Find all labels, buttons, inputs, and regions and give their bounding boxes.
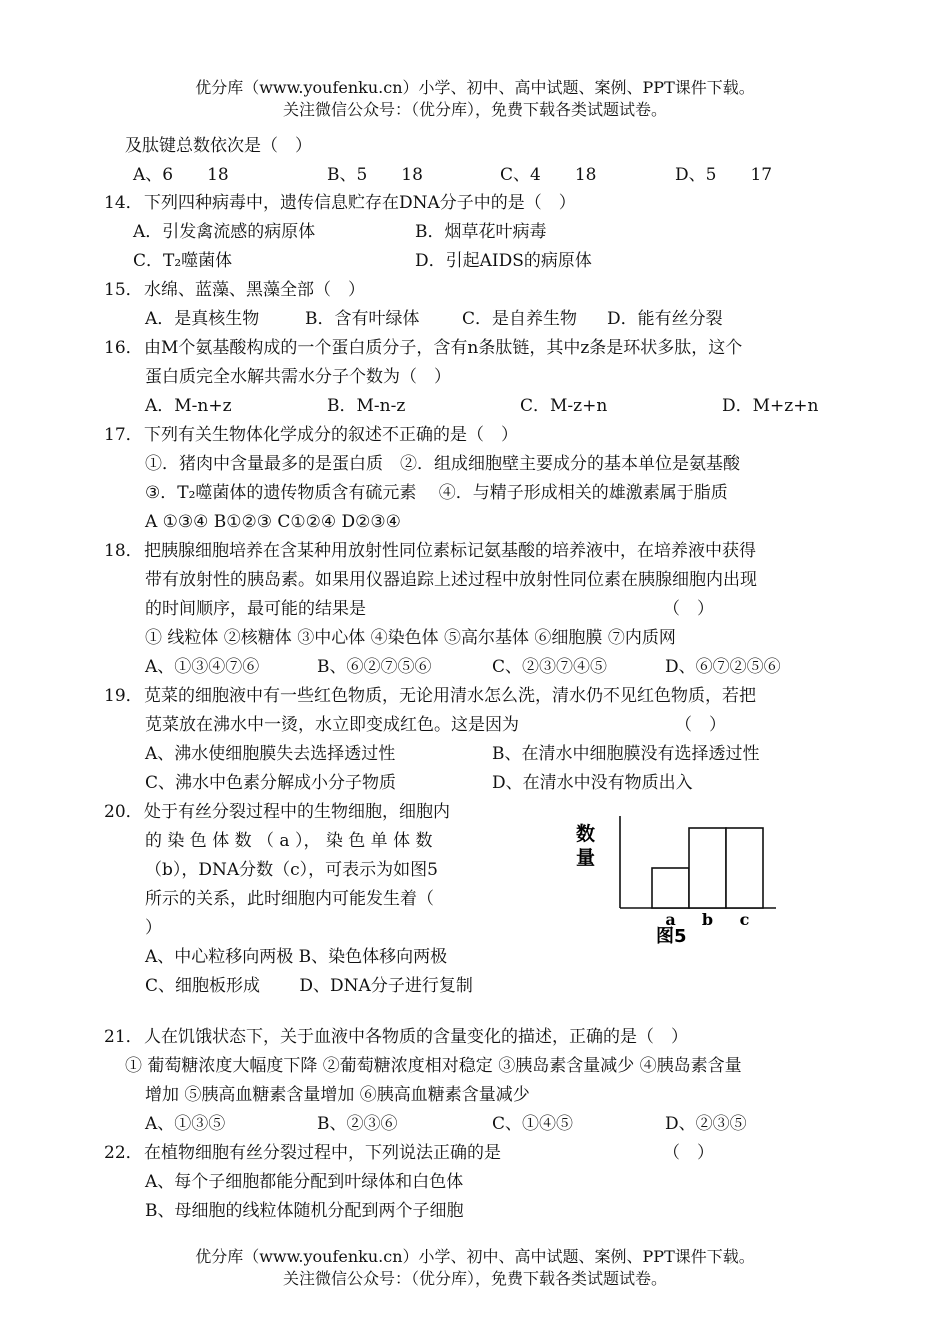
q14-option-c: C．T₂噬菌体 — [133, 251, 233, 271]
q21-stem-text: 人在饥饿状态下，关于血液中各物质的含量变化的描述，正确的是（ ） — [144, 1027, 688, 1047]
q18-stem-3: 的时间顺序，最可能的结果是 — [145, 599, 366, 619]
q18-items: ① 线粒体 ②核糖体 ③中心体 ④染色体 ⑤高尔基体 ⑥细胞膜 ⑦内质网 — [145, 628, 676, 648]
q14-option-d: D．引起AIDS的病原体 — [415, 251, 592, 271]
q20-number: 20． — [104, 802, 143, 822]
q13-option-c: C、4 18 — [500, 165, 597, 185]
q22-number: 22． — [104, 1143, 143, 1163]
header-line-1: 优分库（www.youfenku.cn）小学、初中、高中试题、案例、PPT课件下载。 — [195, 78, 755, 97]
q14-option-a: A．引发禽流感的病原体 — [133, 222, 316, 242]
q17-items-1: ①．猪肉中含量最多的是蛋白质 ②．组成细胞壁主要成分的基本单位是氨基酸 — [145, 454, 740, 474]
q16-option-c: C．M-z+n — [520, 396, 608, 416]
q20-options-1: A、中心粒移向两极 B、染色体移向两极 — [145, 947, 448, 967]
q16-stem-text: 由M个氨基酸构成的一个蛋白质分子，含有n条肽链，其中z条是环状多肽，这个 — [144, 338, 743, 358]
figure-5-bar-c — [726, 828, 763, 908]
q18-option-a: A、①③④⑦⑥ — [145, 657, 260, 677]
q20-stem-1 — [104, 799, 450, 825]
q16-option-d: D．M+z+n — [722, 396, 819, 416]
footer-line-1: 优分库（www.youfenku.cn）小学、初中、高中试题、案例、PPT课件下载。 — [195, 1247, 755, 1266]
q19-option-b: B、在清水中细胞膜没有选择透过性 — [492, 744, 760, 764]
q15-stem — [104, 277, 365, 303]
q18-stem-2: 带有放射性的胰岛素。如果用仪器追踪上述过程中放射性同位素在胰腺细胞内出现 — [145, 570, 757, 590]
q19-number: 19． — [104, 686, 143, 706]
q20-stem-text: 处于有丝分裂过程中的生物细胞，细胞内 — [144, 802, 450, 822]
q21-option-d: D、②③⑤ — [665, 1114, 747, 1134]
q20-stem-2: 的 染 色 体 数 （ a ）， 染 色 单 体 数 — [145, 831, 433, 851]
q21-option-c: C、①④⑤ — [492, 1114, 574, 1134]
q15-option-a: A．是真核生物 — [145, 309, 260, 329]
q16-stem-2: 蛋白质完全水解共需水分子个数为（ ） — [145, 367, 451, 387]
q14-option-b: B．烟草花叶病毒 — [415, 222, 547, 242]
q18-option-d: D、⑥⑦②⑤⑥ — [665, 657, 781, 677]
q17-options: A ①③④ B①②③ C①②④ D②③④ — [145, 512, 401, 532]
q22-option-a: A、每个子细胞都能分配到叶绿体和白色体 — [145, 1172, 464, 1192]
q22-stem-text: 在植物细胞有丝分裂过程中，下列说法正确的是 — [144, 1143, 501, 1163]
q21-items-2: 增加 ⑤胰高血糖素含量增加 ⑥胰高血糖素含量减少 — [145, 1085, 530, 1105]
figure-5-bar-a — [652, 868, 689, 908]
q21-option-a: A、①③⑤ — [145, 1114, 226, 1134]
q13-option-d: D、5 17 — [675, 165, 773, 185]
q20-stem-5: ） — [145, 918, 162, 938]
q19-option-a: A、沸水使细胞膜失去选择透过性 — [145, 744, 396, 764]
q21-option-b: B、②③⑥ — [317, 1114, 398, 1134]
figure-5-ylabel-top: 数 — [576, 823, 596, 845]
q17-items-2: ③．T₂噬菌体的遗传物质含有硫元素 ④．与精子形成相关的雄激素属于脂质 — [145, 483, 728, 503]
q18-option-c: C、②③⑦④⑤ — [492, 657, 608, 677]
q14-number: 14． — [104, 193, 143, 213]
q19-option-c: C、沸水中色素分解成小分子物质 — [145, 773, 397, 793]
q18-answer-bracket: （ ） — [663, 599, 714, 619]
q15-stem-text: 水绵、蓝藻、黑藻全部（ ） — [144, 280, 365, 300]
footer-line-2: 关注微信公众号：（优分库），免费下载各类试题试卷。 — [282, 1269, 667, 1288]
q17-stem — [104, 422, 518, 448]
q15-option-c: C．是自养生物 — [462, 309, 578, 329]
q16-option-a: A．M-n+z — [145, 396, 232, 416]
q21-stem — [104, 1024, 688, 1050]
q21-items-1: ① 葡萄糖浓度大幅度下降 ②葡萄糖浓度相对稳定 ③胰岛素含量减少 ④胰岛素含量 — [125, 1056, 742, 1076]
q16-number: 16． — [104, 338, 143, 358]
q13-tail: 及肽键总数依次是（ ） — [125, 136, 312, 156]
figure-5-svg — [570, 808, 780, 948]
q20-stem-4: 所示的关系，此时细胞内可能发生着（ — [145, 889, 434, 909]
figure-5-tick-b: b — [701, 910, 714, 929]
figure-5-title: 图5 — [656, 926, 687, 947]
q18-stem-1 — [104, 538, 756, 564]
q17-number: 17． — [104, 425, 143, 445]
q16-option-b: B．M-n-z — [327, 396, 406, 416]
figure-5-tick-c: c — [739, 910, 750, 929]
q21-number: 21． — [104, 1027, 143, 1047]
q18-option-b: B、⑥②⑦⑤⑥ — [317, 657, 432, 677]
figure-5-chart — [570, 808, 780, 948]
figure-5-bar-b — [689, 828, 726, 908]
q15-option-d: D．能有丝分裂 — [607, 309, 723, 329]
q19-stem-1 — [104, 683, 756, 709]
q19-stem-2: 苋菜放在沸水中一烫，水立即变成红色。这是因为 — [145, 715, 519, 735]
q18-stem-text: 把胰腺细胞培养在含某种用放射性同位素标记氨基酸的培养液中，在培养液中获得 — [144, 541, 756, 561]
header-line-2: 关注微信公众号：（优分库），免费下载各类试题试卷。 — [282, 100, 667, 119]
q22-option-b: B、母细胞的线粒体随机分配到两个子细胞 — [145, 1201, 464, 1221]
q22-stem — [104, 1140, 501, 1166]
q13-option-a: A、6 18 — [133, 165, 229, 185]
figure-5-ylabel-bottom: 量 — [576, 847, 596, 869]
q20-options-2: C、细胞板形成 D、DNA分子进行复制 — [145, 976, 473, 996]
q16-stem-1 — [104, 335, 742, 361]
q15-option-b: B．含有叶绿体 — [305, 309, 420, 329]
q19-answer-bracket: （ ） — [675, 715, 726, 735]
q15-number: 15． — [104, 280, 143, 300]
q14-stem — [104, 190, 576, 216]
q19-stem-text: 苋菜的细胞液中有一些红色物质，无论用清水怎么洗，清水仍不见红色物质，若把 — [144, 686, 756, 706]
q13-option-b: B、5 18 — [327, 165, 423, 185]
q18-number: 18． — [104, 541, 143, 561]
q19-option-d: D、在清水中没有物质出入 — [492, 773, 693, 793]
q17-stem-text: 下列有关生物体化学成分的叙述不正确的是（ ） — [144, 425, 518, 445]
q20-stem-3: （b），DNA分数（c），可表示为如图5 — [145, 860, 439, 880]
q14-stem-text: 下列四种病毒中，遗传信息贮存在DNA分子中的是（ ） — [144, 193, 576, 213]
figure-5-tick-a: a — [665, 910, 676, 929]
q22-answer-bracket: （ ） — [663, 1143, 714, 1163]
